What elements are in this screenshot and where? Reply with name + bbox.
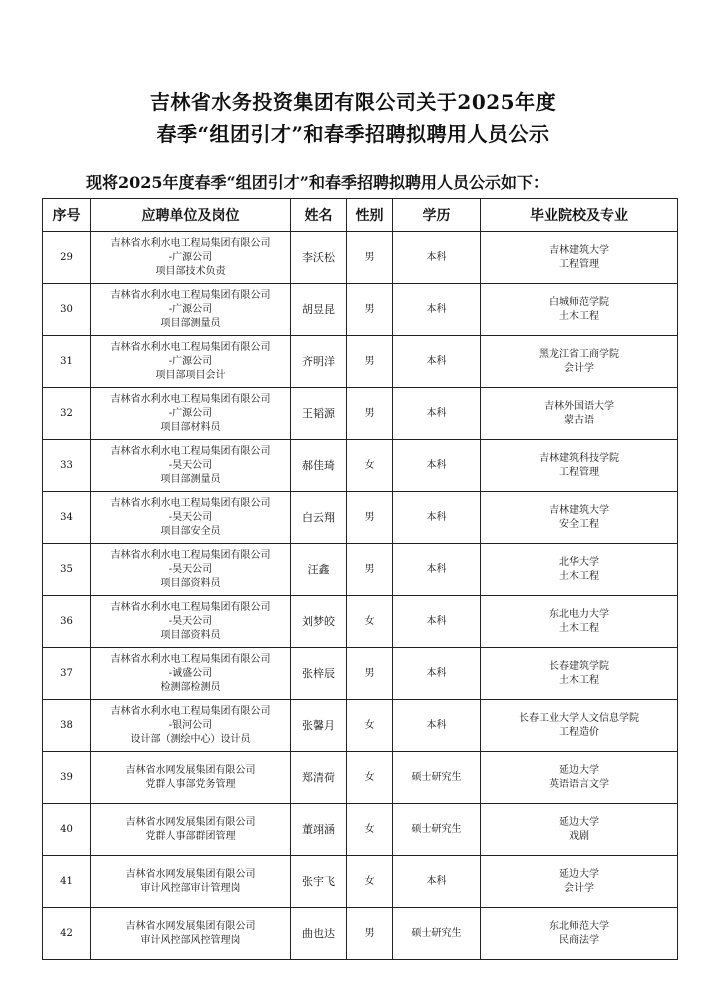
cell-unit-position-line: 检测部检测员 (160, 681, 221, 693)
personnel-table (42, 198, 678, 960)
cell-school-major (481, 388, 678, 440)
cell-unit-position-line: 吉林省水网发展集团有限公司 (125, 816, 256, 828)
document-title-line-2: 春季“组团引才”和春季招聘拟聘用人员公示 (156, 122, 550, 146)
cell-school-major-line: 英语语言文学 (549, 778, 609, 790)
cell-unit-position-line: 吉林省水利水电工程局集团有限公司 (110, 393, 271, 405)
cell-no: 34 (43, 492, 91, 544)
cell-name: 张馨月 (291, 700, 347, 752)
table-row (43, 492, 678, 544)
cell-unit-position (91, 752, 291, 804)
cell-education: 本科 (393, 544, 481, 596)
cell-school-major (481, 336, 678, 388)
cell-no: 35 (43, 544, 91, 596)
cell-school-major (481, 492, 678, 544)
cell-unit-position-line: 吉林省水利水电工程局集团有限公司 (110, 549, 271, 561)
cell-education: 本科 (393, 856, 481, 908)
cell-school-major-line: 吉林建筑大学 (549, 244, 609, 256)
cell-school-major-line: 会计学 (564, 882, 594, 894)
cell-unit-position (91, 232, 291, 284)
cell-name: 白云翔 (291, 492, 347, 544)
cell-no: 30 (43, 284, 91, 336)
cell-school-major-line: 北华大学 (559, 556, 599, 568)
cell-name: 郝佳琦 (291, 440, 347, 492)
cell-unit-position-line: -诚盛公司 (168, 667, 213, 679)
header-gender: 性别 (347, 199, 393, 232)
cell-unit-position (91, 440, 291, 492)
cell-gender: 男 (347, 336, 393, 388)
cell-unit-position-line: 项目部资料员 (160, 629, 221, 641)
cell-school-major-line: 安全工程 (559, 518, 599, 530)
cell-name: 张梓辰 (291, 648, 347, 700)
cell-unit-position-line: 审计风控部风控管理岗 (140, 934, 241, 946)
cell-unit-position-line: 审计风控部审计管理岗 (140, 882, 241, 894)
cell-name: 刘梦皎 (291, 596, 347, 648)
cell-no: 40 (43, 804, 91, 856)
cell-gender: 男 (347, 648, 393, 700)
cell-school-major (481, 700, 678, 752)
cell-school-major-line: 东北师范大学 (549, 920, 609, 932)
cell-unit-position-line: 吉林省水利水电工程局集团有限公司 (110, 445, 271, 457)
cell-education: 本科 (393, 284, 481, 336)
cell-school-major (481, 596, 678, 648)
cell-unit-position-line: -昊天公司 (168, 563, 213, 575)
table-row (43, 752, 678, 804)
table-row (43, 388, 678, 440)
cell-gender: 女 (347, 752, 393, 804)
cell-unit-position-line: -昊天公司 (168, 459, 213, 471)
cell-unit-position-line: -广源公司 (168, 355, 213, 367)
cell-unit-position (91, 596, 291, 648)
cell-unit-position-line: 党群人事部党务管理 (145, 778, 236, 790)
cell-no: 31 (43, 336, 91, 388)
document-title-line-1: 吉林省水务投资集团有限公司关于2025年度 (149, 90, 557, 114)
cell-school-major-line: 土木工程 (559, 570, 599, 582)
cell-school-major-line: 工程管理 (559, 258, 599, 270)
cell-education: 本科 (393, 492, 481, 544)
cell-unit-position-line: -广源公司 (168, 407, 213, 419)
cell-gender: 男 (347, 388, 393, 440)
cell-unit-position (91, 336, 291, 388)
cell-school-major-line: 土木工程 (559, 674, 599, 686)
cell-name: 汪鑫 (291, 544, 347, 596)
table-row (43, 232, 678, 284)
cell-education: 硕士研究生 (393, 752, 481, 804)
cell-school-major-line: 白城师范学院 (549, 296, 609, 308)
cell-school-major-line: 土木工程 (559, 622, 599, 634)
table-row (43, 908, 678, 960)
cell-gender: 男 (347, 544, 393, 596)
cell-unit-position-line: 吉林省水利水电工程局集团有限公司 (110, 237, 271, 249)
cell-unit-position-line: -银河公司 (168, 719, 213, 731)
cell-name: 齐明洋 (291, 336, 347, 388)
cell-unit-position-line: 项目部测量员 (160, 473, 221, 485)
cell-school-major-line: 戏剧 (569, 830, 589, 842)
cell-unit-position-line: -昊天公司 (168, 511, 213, 523)
cell-unit-position-line: 项目部技术负责 (155, 265, 226, 277)
cell-unit-position-line: 设计部（测绘中心）设计员 (130, 733, 251, 745)
cell-education: 本科 (393, 336, 481, 388)
cell-unit-position (91, 648, 291, 700)
cell-unit-position-line: 吉林省水网发展集团有限公司 (125, 868, 256, 880)
cell-unit-position (91, 908, 291, 960)
cell-unit-position-line: 吉林省水利水电工程局集团有限公司 (110, 601, 271, 613)
cell-no: 39 (43, 752, 91, 804)
cell-unit-position-line: -广源公司 (168, 251, 213, 263)
cell-school-major-line: 工程造价 (559, 726, 599, 738)
cell-name: 董翊涵 (291, 804, 347, 856)
cell-unit-position-line: 项目部项目会计 (155, 369, 226, 381)
table-row (43, 648, 678, 700)
cell-unit-position-line: 吉林省水网发展集团有限公司 (125, 920, 256, 932)
table-row (43, 440, 678, 492)
cell-unit-position-line: 党群人事部群团管理 (145, 830, 236, 842)
cell-school-major (481, 648, 678, 700)
cell-gender: 男 (347, 284, 393, 336)
cell-unit-position (91, 388, 291, 440)
table-row (43, 856, 678, 908)
cell-education: 本科 (393, 648, 481, 700)
cell-no: 29 (43, 232, 91, 284)
cell-school-major-line: 吉林建筑科技学院 (539, 452, 619, 464)
cell-gender: 女 (347, 856, 393, 908)
cell-school-major-line: 工程管理 (559, 466, 599, 478)
cell-school-major (481, 440, 678, 492)
cell-no: 38 (43, 700, 91, 752)
cell-no: 36 (43, 596, 91, 648)
cell-name: 王韬源 (291, 388, 347, 440)
header-name: 姓名 (291, 199, 347, 232)
cell-unit-position-line: -昊天公司 (168, 615, 213, 627)
cell-gender: 女 (347, 596, 393, 648)
cell-unit-position-line: 吉林省水利水电工程局集团有限公司 (110, 653, 271, 665)
cell-no: 33 (43, 440, 91, 492)
cell-school-major (481, 908, 678, 960)
cell-education: 本科 (393, 388, 481, 440)
cell-school-major (481, 284, 678, 336)
cell-unit-position (91, 492, 291, 544)
header-unit-position: 应聘单位及岗位 (91, 199, 291, 232)
header-education: 学历 (393, 199, 481, 232)
cell-no: 42 (43, 908, 91, 960)
cell-unit-position (91, 700, 291, 752)
cell-unit-position-line: 吉林省水利水电工程局集团有限公司 (110, 705, 271, 717)
cell-school-major-line: 黑龙江省工商学院 (539, 348, 619, 360)
cell-unit-position-line: 项目部测量员 (160, 317, 221, 329)
table-row (43, 700, 678, 752)
cell-name: 李沃松 (291, 232, 347, 284)
table-body (43, 232, 678, 960)
table-row (43, 804, 678, 856)
cell-school-major (481, 752, 678, 804)
cell-gender: 女 (347, 700, 393, 752)
cell-unit-position-line: 吉林省水利水电工程局集团有限公司 (110, 497, 271, 509)
header-school-major: 毕业院校及专业 (481, 199, 678, 232)
cell-gender: 男 (347, 232, 393, 284)
cell-unit-position (91, 544, 291, 596)
cell-school-major-line: 长春工业大学人文信息学院 (519, 712, 639, 724)
cell-unit-position-line: 项目部资料员 (160, 577, 221, 589)
cell-school-major-line: 吉林建筑大学 (549, 504, 609, 516)
cell-name: 张宇飞 (291, 856, 347, 908)
cell-school-major-line: 延边大学 (559, 764, 599, 776)
cell-school-major-line: 长春建筑学院 (549, 660, 609, 672)
cell-unit-position (91, 856, 291, 908)
cell-education: 本科 (393, 596, 481, 648)
cell-name: 郑清荷 (291, 752, 347, 804)
cell-unit-position-line: 项目部材料员 (160, 421, 221, 433)
cell-education: 本科 (393, 232, 481, 284)
table-row (43, 596, 678, 648)
cell-gender: 女 (347, 440, 393, 492)
cell-name: 曲也达 (291, 908, 347, 960)
cell-school-major (481, 856, 678, 908)
cell-education: 本科 (393, 440, 481, 492)
cell-unit-position-line: 吉林省水利水电工程局集团有限公司 (110, 341, 271, 353)
table-header-row (43, 199, 678, 232)
cell-school-major-line: 延边大学 (559, 816, 599, 828)
cell-education: 本科 (393, 700, 481, 752)
cell-name: 胡昱昆 (291, 284, 347, 336)
cell-school-major-line: 会计学 (564, 362, 594, 374)
cell-unit-position-line: 项目部安全员 (160, 525, 221, 537)
cell-gender: 男 (347, 908, 393, 960)
announcement-intro: 现将2025年度春季“组团引才”和春季招聘拟聘用人员公示如下： (86, 173, 549, 192)
cell-school-major (481, 804, 678, 856)
cell-unit-position-line: 吉林省水网发展集团有限公司 (125, 764, 256, 776)
cell-unit-position-line: 吉林省水利水电工程局集团有限公司 (110, 289, 271, 301)
cell-no: 32 (43, 388, 91, 440)
cell-school-major-line: 吉林外国语大学 (544, 400, 614, 412)
cell-gender: 女 (347, 804, 393, 856)
cell-no: 41 (43, 856, 91, 908)
cell-education: 硕士研究生 (393, 908, 481, 960)
cell-school-major-line: 延边大学 (559, 868, 599, 880)
cell-gender: 男 (347, 492, 393, 544)
cell-school-major-line: 蒙古语 (564, 414, 594, 426)
cell-unit-position-line: -广源公司 (168, 303, 213, 315)
cell-school-major-line: 土木工程 (559, 310, 599, 322)
table-row (43, 284, 678, 336)
cell-no: 37 (43, 648, 91, 700)
cell-unit-position (91, 804, 291, 856)
header-no: 序号 (43, 199, 91, 232)
cell-education: 硕士研究生 (393, 804, 481, 856)
cell-school-major-line: 东北电力大学 (549, 608, 609, 620)
table-row (43, 336, 678, 388)
cell-school-major (481, 544, 678, 596)
cell-school-major-line: 民商法学 (559, 934, 599, 946)
table-row (43, 544, 678, 596)
cell-school-major (481, 232, 678, 284)
cell-unit-position (91, 284, 291, 336)
